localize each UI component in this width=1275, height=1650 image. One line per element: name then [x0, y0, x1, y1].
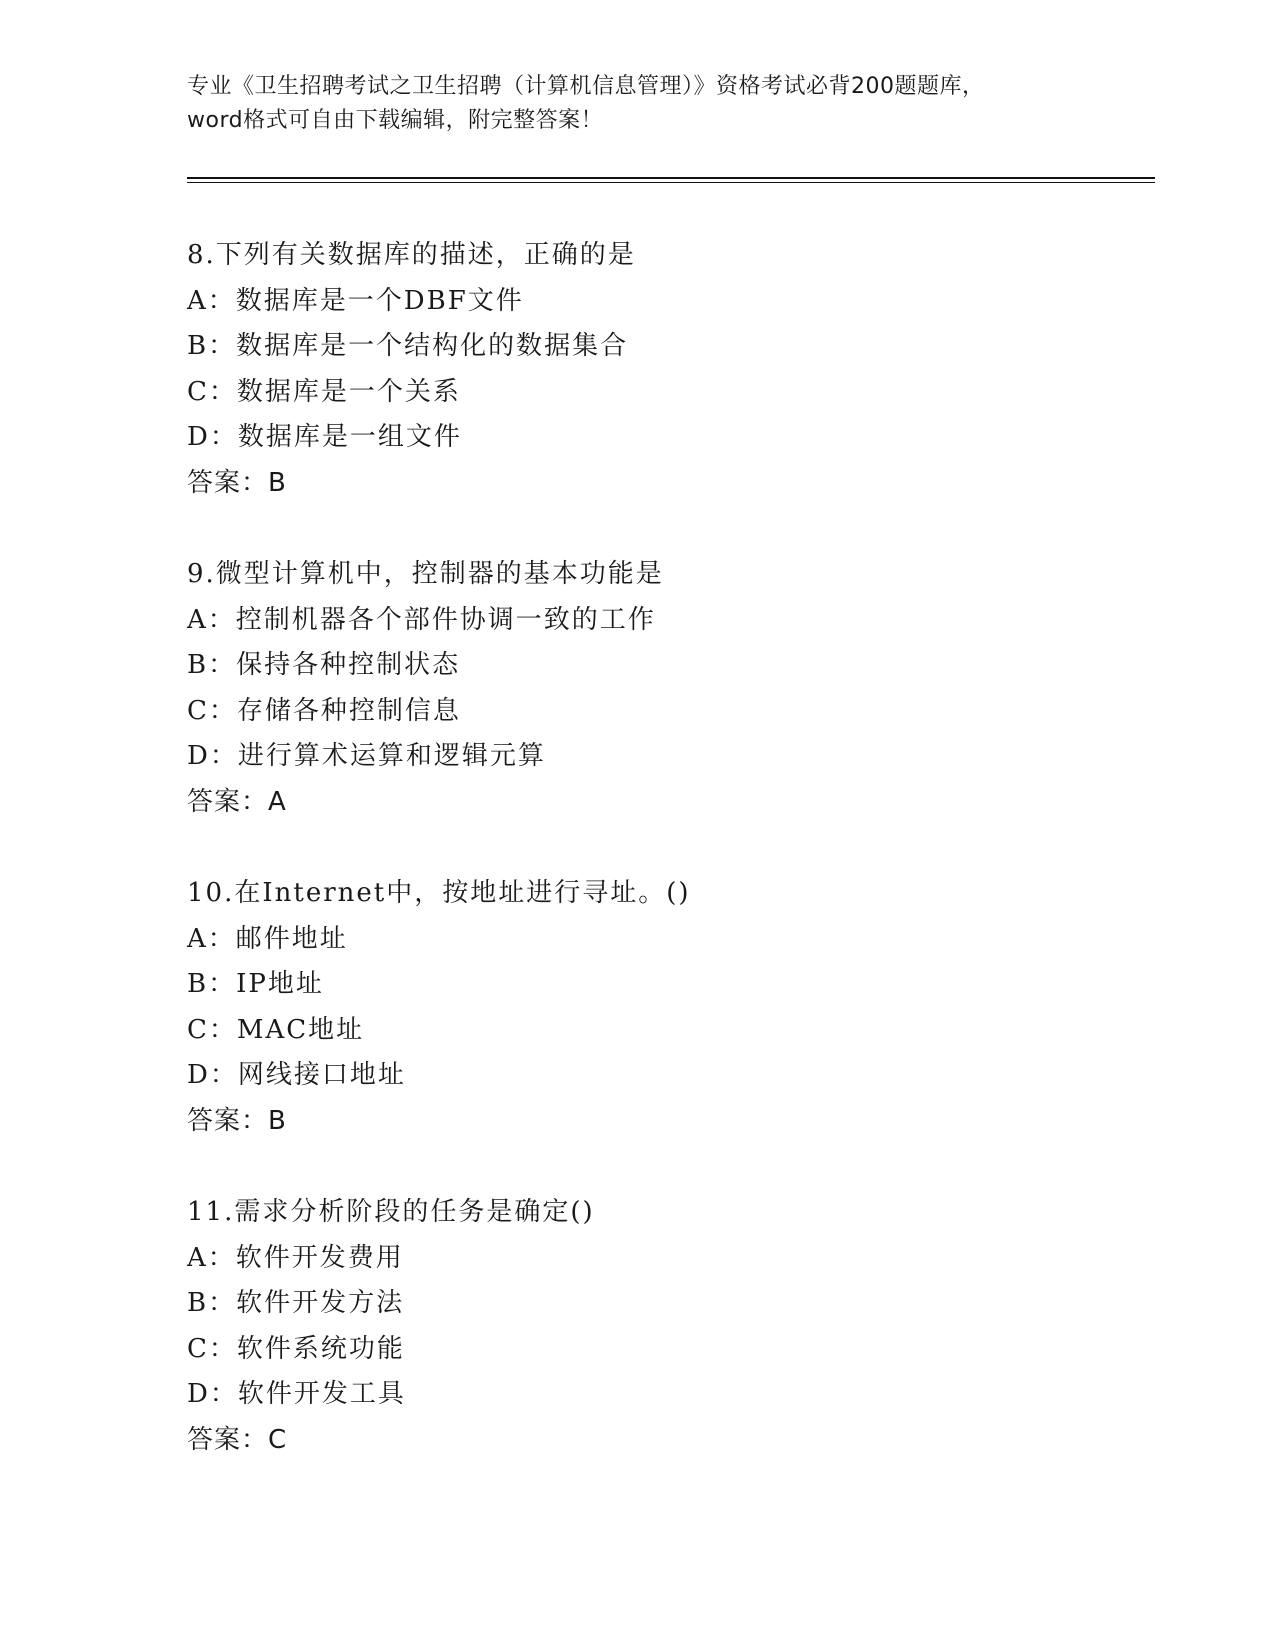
option-d: D：进行算术运算和逻辑元算	[187, 741, 546, 771]
answer: 答案：C	[187, 1424, 288, 1455]
option-d: D：网线接口地址	[187, 1060, 406, 1090]
option-c: C：软件系统功能	[187, 1333, 405, 1364]
question-9	[187, 552, 1137, 825]
option-a: A：控制机器各个部件协调一致的工作	[187, 604, 656, 635]
question-title: 10.在Internet中，按地址进行寻址。()	[187, 878, 691, 908]
question-title: 9.微型计算机中，控制器的基本功能是	[187, 559, 664, 589]
option-d: D：数据库是一组文件	[187, 422, 462, 452]
header-line-1: 专业《卫生招聘考试之卫生招聘（计算机信息管理）》资格考试必背200题题库，	[187, 74, 985, 99]
answer: 答案：B	[187, 467, 287, 498]
answer: 答案：B	[187, 1105, 287, 1136]
question-10	[187, 871, 1137, 1144]
option-c: C：MAC地址	[187, 1014, 365, 1045]
option-b: B：数据库是一个结构化的数据集合	[187, 331, 629, 361]
option-b: B：保持各种控制状态	[187, 650, 461, 680]
option-b: B：IP地址	[187, 969, 324, 999]
question-title: 11.需求分析阶段的任务是确定()	[187, 1197, 595, 1227]
header-rule-thin	[187, 182, 1155, 183]
answer: 答案：A	[187, 786, 287, 817]
option-c: C：存储各种控制信息	[187, 695, 461, 726]
option-a: A：软件开发费用	[187, 1242, 404, 1273]
document-header	[187, 70, 1087, 138]
header-line-2: word格式可自由下载编辑，附完整答案！	[187, 108, 604, 133]
question-11	[187, 1190, 1137, 1463]
option-d: D：软件开发工具	[187, 1379, 406, 1409]
option-c: C：数据库是一个关系	[187, 376, 461, 407]
option-b: B：软件开发方法	[187, 1288, 405, 1318]
option-a: A：邮件地址	[187, 923, 348, 954]
header-rule-thick	[187, 177, 1155, 179]
question-title: 8.下列有关数据库的描述，正确的是	[187, 240, 636, 270]
option-a: A：数据库是一个DBF文件	[187, 285, 524, 316]
question-8	[187, 233, 1137, 506]
